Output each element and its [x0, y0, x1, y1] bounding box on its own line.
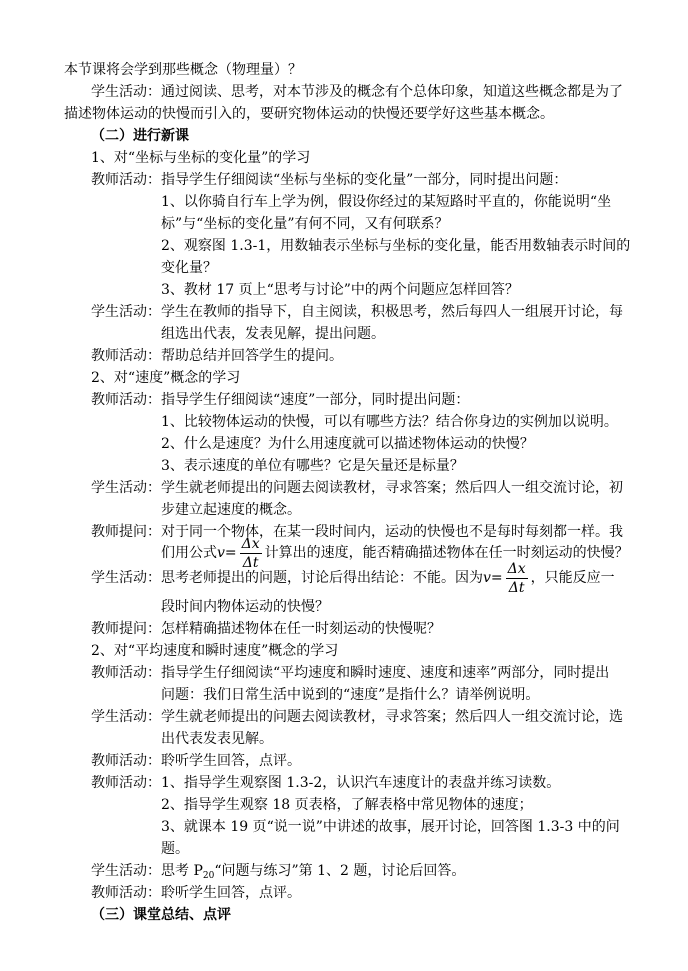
text-line: 描述物体运动的快慢而引入的，要研究物体运动的快慢还要学好这些基本概念。	[64, 106, 554, 122]
text-segment: ，只能反应一	[530, 570, 615, 586]
formula-denominator: Δt	[508, 579, 525, 596]
text-line: 2、观察图 1.3-1，用数轴表示坐标与坐标的变化量，能否用数轴表示时间的	[161, 238, 631, 254]
text-line: 3、教材 17 页上“思考与讨论”中的两个问题应怎样回答？	[161, 282, 519, 298]
text-line: 教师活动：指导学生仔细阅读“坐标与坐标的变化量”一部分，同时提出问题：	[91, 172, 568, 188]
text-line: 教师活动：1、指导学生观察图 1.3-2，认识汽车速度计的表盘并练习读数。	[91, 775, 561, 791]
text-segment: 学生活动：思考 P	[91, 863, 203, 879]
text-line: 教师提问：怎样精确描述物体在任一时刻运动的快慢呢？	[91, 621, 441, 637]
text-segment: 计算出的速度，能否精确描述物体在任一时刻运动的快慢？	[264, 545, 629, 561]
text-line: 教师活动：指导学生仔细阅读“速度”一部分，同时提出问题：	[91, 392, 470, 408]
text-line: 1、以你骑自行车上学为例，假设你经过的某短路时平直的，你能说明“坐	[161, 194, 612, 210]
text-line: 1、比较物体运动的快慢，可以有哪些方法？结合你身边的实例加以说明。	[161, 414, 618, 430]
formula-variable: v	[483, 570, 491, 586]
text-line: 标”与“坐标的变化量”有何不同，又有何联系？	[161, 216, 449, 232]
text-line: 教师活动：帮助总结并回答学生的提问。	[91, 348, 343, 364]
text-line: 学生活动：学生就老师提出的问题去阅读教材，寻求答案；然后四人一组交流讨论，选	[91, 709, 623, 725]
subscript: 20	[202, 871, 215, 881]
section-heading: （三）课堂总结、点评	[91, 907, 231, 923]
text-line: 问题：我们日常生活中说到的“速度”是指什么？请举例说明。	[161, 687, 540, 703]
text-line: 步建立起速度的概念。	[161, 502, 301, 518]
text-line: 段时间内物体运动的快慢？	[161, 599, 329, 615]
text-line: 出代表发表见解。	[161, 731, 273, 747]
subsection-heading: 1、对“坐标与坐标的变化量”的学习	[91, 150, 311, 166]
text-line: 组选出代表，发表见解，提出问题。	[161, 326, 385, 342]
text-line: 2、指导学生观察 18 页表格，了解表格中常见物体的速度；	[161, 797, 533, 813]
text-line: 教师提问：对于同一个物体，在某一段时间内，运动的快慢也不是每时每刻都一样。我	[91, 524, 623, 540]
text-line: 题。	[161, 841, 189, 857]
formula-denominator: Δt	[242, 554, 259, 571]
formula-equals: =	[224, 545, 237, 561]
formula-fraction	[506, 560, 528, 597]
subsection-heading: 2、对“速度”概念的学习	[91, 370, 241, 386]
formula-numerator: Δx	[507, 560, 526, 577]
section-heading: （二）进行新课	[91, 128, 189, 144]
formula-numerator: Δx	[241, 535, 260, 552]
text-line: 学生活动：学生就老师提出的问题去阅读教材，寻求答案；然后四人一组交流讨论，初	[91, 480, 623, 496]
text-line: 教师活动：聆听学生回答，点评。	[91, 753, 301, 769]
formula-equals: =	[490, 570, 503, 586]
text-segment: 们用公式	[161, 545, 217, 561]
subsection-heading: 2、对“平均速度和瞬时速度”概念的学习	[91, 643, 339, 659]
text-line: 变化量？	[161, 260, 217, 276]
text-line: 2、什么是速度？为什么用速度就可以描述物体运动的快慢？	[161, 436, 534, 452]
formula-line	[91, 558, 615, 598]
text-segment: “问题与练习”第 1、2 题，讨论后回答。	[214, 863, 466, 879]
text-line: 学生活动：学生在教师的指导下，自主阅读，积极思考，然后每四人一组展开讨论，每	[91, 304, 623, 320]
text-line: 教师活动：指导学生仔细阅读“平均速度和瞬时速度、速度和速率”两部分，同时提出	[91, 665, 610, 681]
formula-variable: v	[217, 545, 225, 561]
text-line: 3、表示速度的单位有哪些？它是矢量还是标量？	[161, 458, 464, 474]
text-line: 教师活动：聆听学生回答，点评。	[91, 885, 301, 901]
text-line: 3、就课本 19 页“说一说”中讲述的故事，展开讨论，回答图 1.3-3 中的问	[161, 819, 620, 835]
text-line: 本节课将会学到那些概念（物理量）？	[64, 62, 302, 78]
text-segment: 学生活动：思考老师提出的问题，讨论后得出结论：不能。因为	[91, 570, 483, 586]
text-line: 学生活动：通过阅读、思考，对本节涉及的概念有个总体印象，知道这些概念都是为了	[91, 84, 623, 100]
